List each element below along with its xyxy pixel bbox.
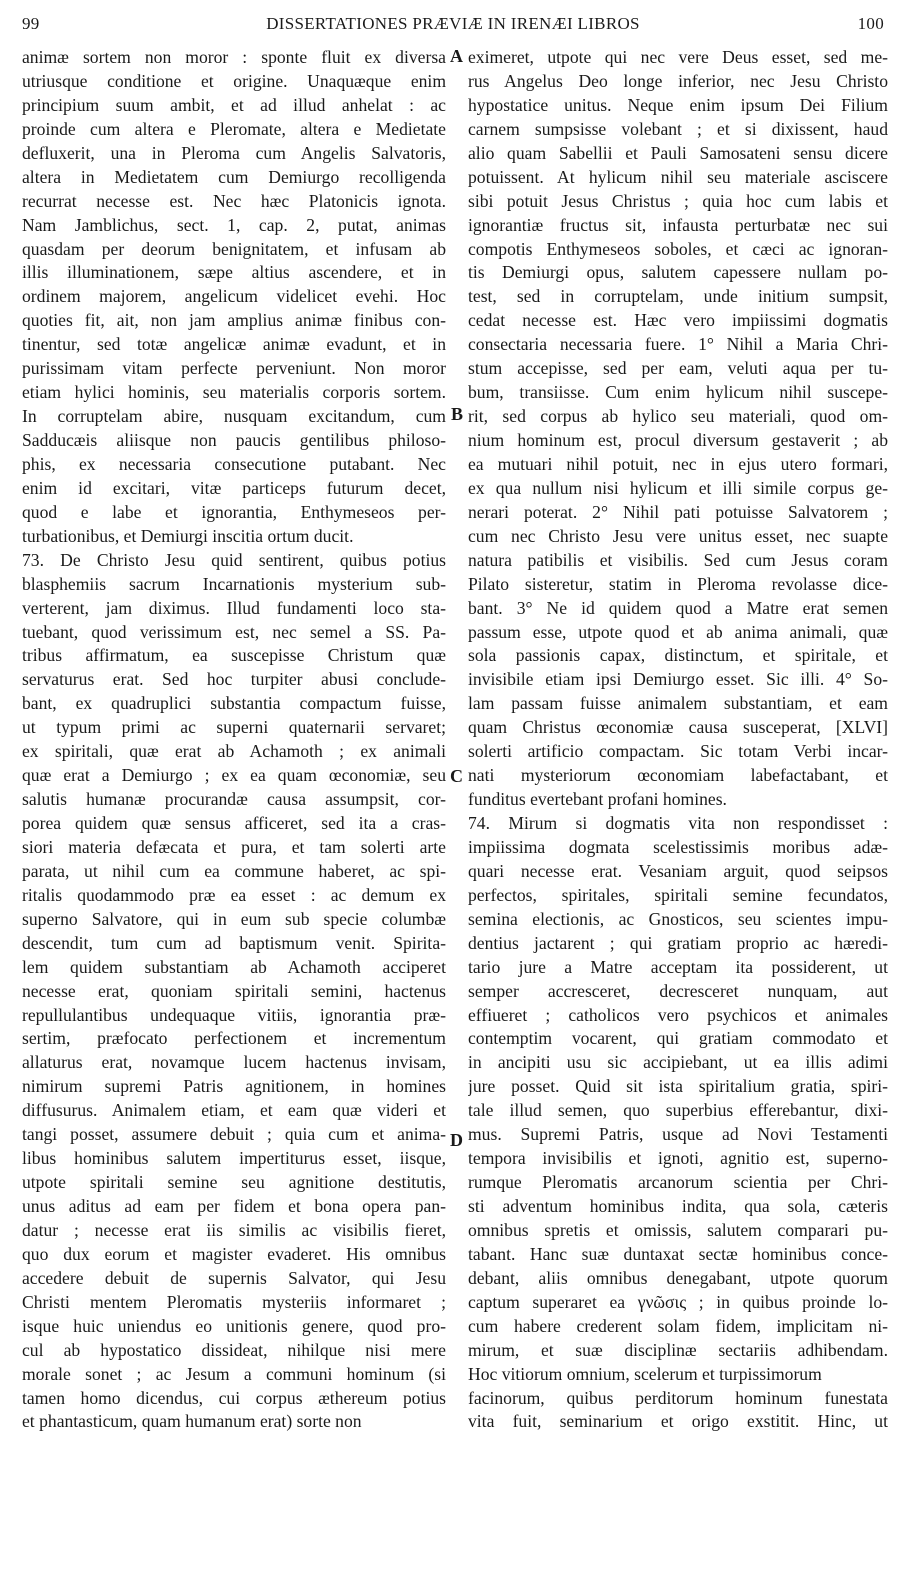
text-line: illis illuminationem, sæpe altius ascendere, et in — [22, 262, 446, 283]
text-line: turbationibus, et Demiurgi inscitia ortum ducit. — [22, 525, 354, 546]
text-line: recurrat necesse est. Nec hæc Platonicis ignota. — [22, 190, 446, 211]
text-line: isque huic uniendus eo unitionis genere, quod pro- — [22, 1315, 446, 1336]
text-line: altera in Medietatem cum Demiurgo recolligenda — [22, 166, 446, 187]
text-line: compotis Enthymeseos soboles, et cæci ac ignoran- — [468, 238, 888, 259]
text-line: bant, ex quadruplici substantia compactum fuisse, — [22, 693, 446, 714]
text-line: hypostatice unitus. Neque enim ipsum Dei Filium — [468, 94, 888, 115]
text-line: bant. 3° Ne id quidem quod a Matre erat semen — [468, 597, 888, 618]
text-line: parata, ut nihil cum ea commune haberet, ac spi- — [22, 860, 446, 881]
text-line: potuissent. At hylicum nihil seu materiale asciscere — [468, 166, 888, 187]
text-line: cum nec Christo Jesu vere unitus esset, nec suapte — [468, 525, 888, 546]
text-line: ignorantiæ fructus sit, infausta perturbatæ nec sui — [468, 214, 888, 235]
text-line: phis, ex necessaria consecutione putabant. Nec — [22, 453, 446, 474]
text-line: tabant. Hanc suæ duntaxat sectæ hominibus conce- — [468, 1243, 888, 1264]
text-line: repullulantibus undequaque vitiis, ignorantia præ- — [22, 1004, 446, 1025]
text-line: tribus affirmatum, ea suscepisse Christum quæ — [22, 645, 446, 666]
text-line: tempora invisibilis et ignoti, agnitio est, superno- — [468, 1148, 888, 1169]
section-marker-b: B — [451, 404, 464, 424]
page-number-right: 100 — [857, 14, 884, 33]
text-line: sibi potuit Jesus Christus ; quia hoc cum labis et — [468, 190, 888, 211]
text-line: nium hominum est, procul diversum gestaverit ; ab — [468, 430, 888, 450]
text-line: tinentur, sed totæ angelicæ animæ evadunt, et in — [22, 334, 446, 355]
text-line: rit, sed corpus ab hylico seu materiali, quod om- — [468, 406, 888, 427]
text-line: omnibus spretis et omissis, salutem comparari pu- — [468, 1219, 888, 1240]
text-line: consectaria necessaria fuere. 1° Nihil a Maria Chri- — [468, 334, 888, 355]
text-line: sti adventum hominibus indita, qua sola, cæteris — [468, 1196, 888, 1216]
text-line: principium suum ambit, et ad illud anhelat : ac — [22, 94, 446, 115]
text-line: utpote spiritali semine seu agnitione destitutis, — [22, 1172, 446, 1193]
text-line: rumque Pleromatis arcanorum scientia per Chri- — [468, 1172, 888, 1193]
text-line: solerti artificio compactam. Sic totam Verbi incar- — [468, 741, 888, 762]
text-line: quasdam per deorum benignitatem, et infusam ab — [22, 238, 446, 259]
text-line: ut typum primi ac superni quaternarii servaret; — [22, 717, 446, 738]
text-line: mus. Supremi Patris, usque ad Novi Testamenti — [468, 1124, 888, 1145]
text-line: bum, transiisse. Cum enim hylicum nihil suscepe- — [468, 382, 888, 403]
text-line: quo dux eorum et magister evaderet. His omnibus — [22, 1243, 446, 1264]
text-line: effiueret ; catholicos vero psychicos et animales — [468, 1004, 888, 1025]
text-line: vita fuit, seminarium et origo exstitit. Hinc, ut — [468, 1411, 888, 1432]
text-line: captum superaret ea γνῶσις ; in quibus proinde lo- — [468, 1291, 888, 1312]
text-line: descendit, tum cum ad baptismum venit. Spirita- — [22, 932, 446, 953]
text-line: porea quidem quæ sensus afficeret, sed ita a cras- — [22, 813, 446, 833]
text-line: quod e labe et ignorantia, Enthymeseos per- — [22, 501, 446, 522]
text-line: ordinem majorem, angelicum videlicet evehi. Hoc — [22, 286, 446, 307]
section-marker-a: A — [450, 46, 463, 66]
text-line: cedat necesse est. Hæc vero impiissimi dogmatis — [468, 310, 888, 331]
text-line: facinorum, quibus perditorum hominum funestata — [468, 1387, 888, 1408]
text-line: tario jure a Matre acceptam ita possiderent, ut — [468, 956, 888, 977]
text-line: natura patibilis et visibilis. Sed cum Jesus coram — [468, 549, 888, 570]
text-line: purissimam vitam perfecte perveniunt. Non moror — [22, 358, 446, 379]
running-title: DISSERTATIONES PRÆVIÆ IN IRENÆI LIBROS — [266, 14, 640, 33]
text-line: proinde cum altera e Pleromate, altera e Medietate — [22, 118, 446, 139]
text-line: Sadducæis aliisque non paucis gentilibus philoso- — [22, 430, 446, 450]
text-line: quoties fit, ait, non jam amplius animæ finibus con- — [22, 310, 446, 331]
text-line: semina electionis, ac Gnosticos, seu scientes impu- — [468, 908, 888, 929]
text-line: In corruptelam abire, nusquam excitandum, cum — [22, 406, 446, 427]
text-line: enim id excitari, vitæ particeps futurum decet, — [22, 477, 446, 498]
text-line: nimirum supremi Patris agnitionem, in homines — [22, 1076, 446, 1097]
text-line: rus Angelus Deo longe inferior, nec Jesu Christo — [468, 70, 888, 91]
text-line: necesse erat, quoniam spiritali semini, hactenus — [22, 980, 446, 1001]
text-line: Christi mentem Pleromatis mysteriis informaret ; — [22, 1291, 446, 1312]
text-line: salutis humanæ procurandæ causa assumpsit, cor- — [22, 789, 446, 810]
text-line: servaturus erat. Sed hoc turpiter abusi conclude- — [22, 669, 446, 690]
text-line: tamen homo dicendus, cui corpus æthereum potius — [22, 1387, 446, 1408]
text-line: et phantasticum, quam humanum erat) sorte non — [22, 1411, 362, 1432]
right-text-column — [468, 46, 888, 1434]
text-line: passum esse, utpote quod et ab anima animali, quæ — [468, 621, 888, 642]
text-line: utriusque conditione et origine. Unaquæque enim — [22, 70, 446, 91]
text-line: eximeret, utpote qui nec vere Deus esset, sed me- — [468, 47, 888, 67]
text-line: tuebant, quod verissimum est, nec semel a SS. Pa- — [22, 621, 446, 642]
text-line: debant, aliis omnibus denegabant, utpote quorum — [468, 1267, 888, 1288]
text-line: etiam hylici hominis, seu materialis corporis sortem. — [22, 382, 446, 403]
text-line: cum habere crederent solam fidem, implicitam ni- — [468, 1315, 888, 1336]
text-line: in ancipiti usu sic accipiebant, ut ea illis adimi — [468, 1052, 888, 1073]
text-line: invisibile etiam ipsi Demiurgo esset. Sic illi. 4° So- — [468, 669, 888, 690]
text-line: allaturus erat, novamque lucem hactenus invisam, — [22, 1052, 446, 1073]
text-line: ex spiritali, quæ erat ab Achamoth ; ex animali — [22, 741, 446, 762]
text-line: lem quidem substantiam ab Achamoth acciperet — [22, 956, 446, 977]
text-line: sertim, præfocato perfectionem et incrementum — [22, 1028, 446, 1049]
text-line: contemptim vocarent, qui gratiam commodato et — [468, 1028, 888, 1049]
text-line: siori materia defæcata et pura, et tam solerti arte — [22, 836, 446, 857]
text-line: 74. Mirum si dogmatis vita non respondisset : — [468, 813, 888, 833]
text-line: tangi posset, assumere debuit ; quia cum et anima- — [22, 1124, 446, 1145]
text-line: impiissima dogmata scelestissimis moribus adæ- — [468, 836, 888, 857]
running-header — [22, 14, 884, 42]
section-marker-d: D — [450, 1130, 463, 1150]
text-line: funditus evertebant profani homines. — [468, 789, 727, 810]
text-line: cul ab hypostatico dissideat, nihilque nisi mere — [22, 1339, 446, 1360]
text-line: superno Salvatore, qui in eum sub specie columbæ — [22, 908, 446, 929]
text-line: test, sed in corruptelam, unde initium sumpsit, — [468, 286, 888, 307]
text-line: libus hominibus salutem impertiturus esset, iisque, — [22, 1148, 446, 1169]
text-line: verterent, jam diximus. Illud fundamenti loco sta- — [22, 597, 446, 618]
text-line: animæ sortem non moror : sponte fluit ex diversa — [22, 47, 446, 67]
text-line: 73. De Christo Jesu quid sentirent, quibus potius — [22, 549, 446, 570]
text-line: ritalis quodammodo præ ea esset : ac demum ex — [22, 884, 446, 905]
page-number-left: 99 — [22, 14, 40, 33]
text-line: quari necesse erat. Vesaniam arguit, quod seipsos — [468, 860, 888, 881]
text-line: sola passionis capax, distinctum, et spiritale, et — [468, 645, 888, 666]
text-line: nati mysteriorum œconomiam labefactabant, et — [468, 765, 888, 786]
text-line: tis Demiurgi opus, salutem capessere nullam po- — [468, 262, 888, 283]
text-line: quæ erat a Demiurgo ; ex ea quam œconomiæ, seu — [22, 765, 446, 786]
text-line: diffusurus. Animalem etiam, et eam quæ videri et — [22, 1100, 446, 1121]
text-line: ex qua nullum nisi hylicum et illi simile corpus ge- — [468, 477, 888, 498]
text-line: blasphemiis sacrum Incarnationis mysterium sub- — [22, 573, 446, 594]
text-line: datur ; necesse erat iis similis ac visibilis fieret, — [22, 1219, 446, 1240]
text-line: lam passam fuisse animalem substantiam, et eam — [468, 693, 888, 714]
text-line: dentius jactarent ; qui gratiam proprio ac hæredi- — [468, 932, 888, 953]
text-line: morale sonet ; ac Jesum a communi hominum (si — [22, 1363, 446, 1384]
text-line: alio quam Sabellii et Pauli Samosateni sensu dicere — [468, 142, 888, 163]
text-line: quam Christus œconomiæ causa susceperat, [XLVI] — [468, 717, 888, 738]
text-line: carnem sumpsisse volebant ; et si dixissent, haud — [468, 118, 888, 139]
text-line: jure posset. Quid sit ista spiritalium gratia, spiri- — [468, 1076, 888, 1097]
text-line: Hoc vitiorum omnium, scelerum et turpissimorum — [468, 1363, 822, 1384]
text-line: Nam Jamblichus, sect. 1, cap. 2, putat, animas — [22, 214, 446, 235]
left-text-column — [22, 46, 446, 1434]
text-line: mirum, et suæ disciplinæ sectariis adhibendam. — [468, 1339, 888, 1360]
text-line: accedere debuit de supernis Salvator, qui Jesu — [22, 1267, 446, 1288]
text-line: tale illud semen, quo superbius efferebantur, dixi- — [468, 1100, 888, 1121]
text-line: defluxerit, una in Pleroma cum Angelis Salvatoris, — [22, 142, 446, 163]
text-line: ea mutuari nihil potuit, nec in ejus utero formari, — [468, 453, 888, 474]
text-line: unus aditus ad eam per fidem et bona opera pan- — [22, 1196, 446, 1216]
text-line: Pilato sisteretur, statim in Pleroma revolasse dice- — [468, 573, 888, 594]
text-line: semper accresceret, decresceret nunquam, aut — [468, 980, 888, 1001]
text-line: perfectos, spiritales, spiritali semine fecundatos, — [468, 884, 888, 905]
section-marker-c: C — [450, 766, 463, 786]
text-line: stum accepisse, sed per eam, veluti aqua per tu- — [468, 358, 888, 379]
text-line: nerari poterat. 2° Nihil pati potuisse Salvatorem ; — [468, 501, 888, 522]
